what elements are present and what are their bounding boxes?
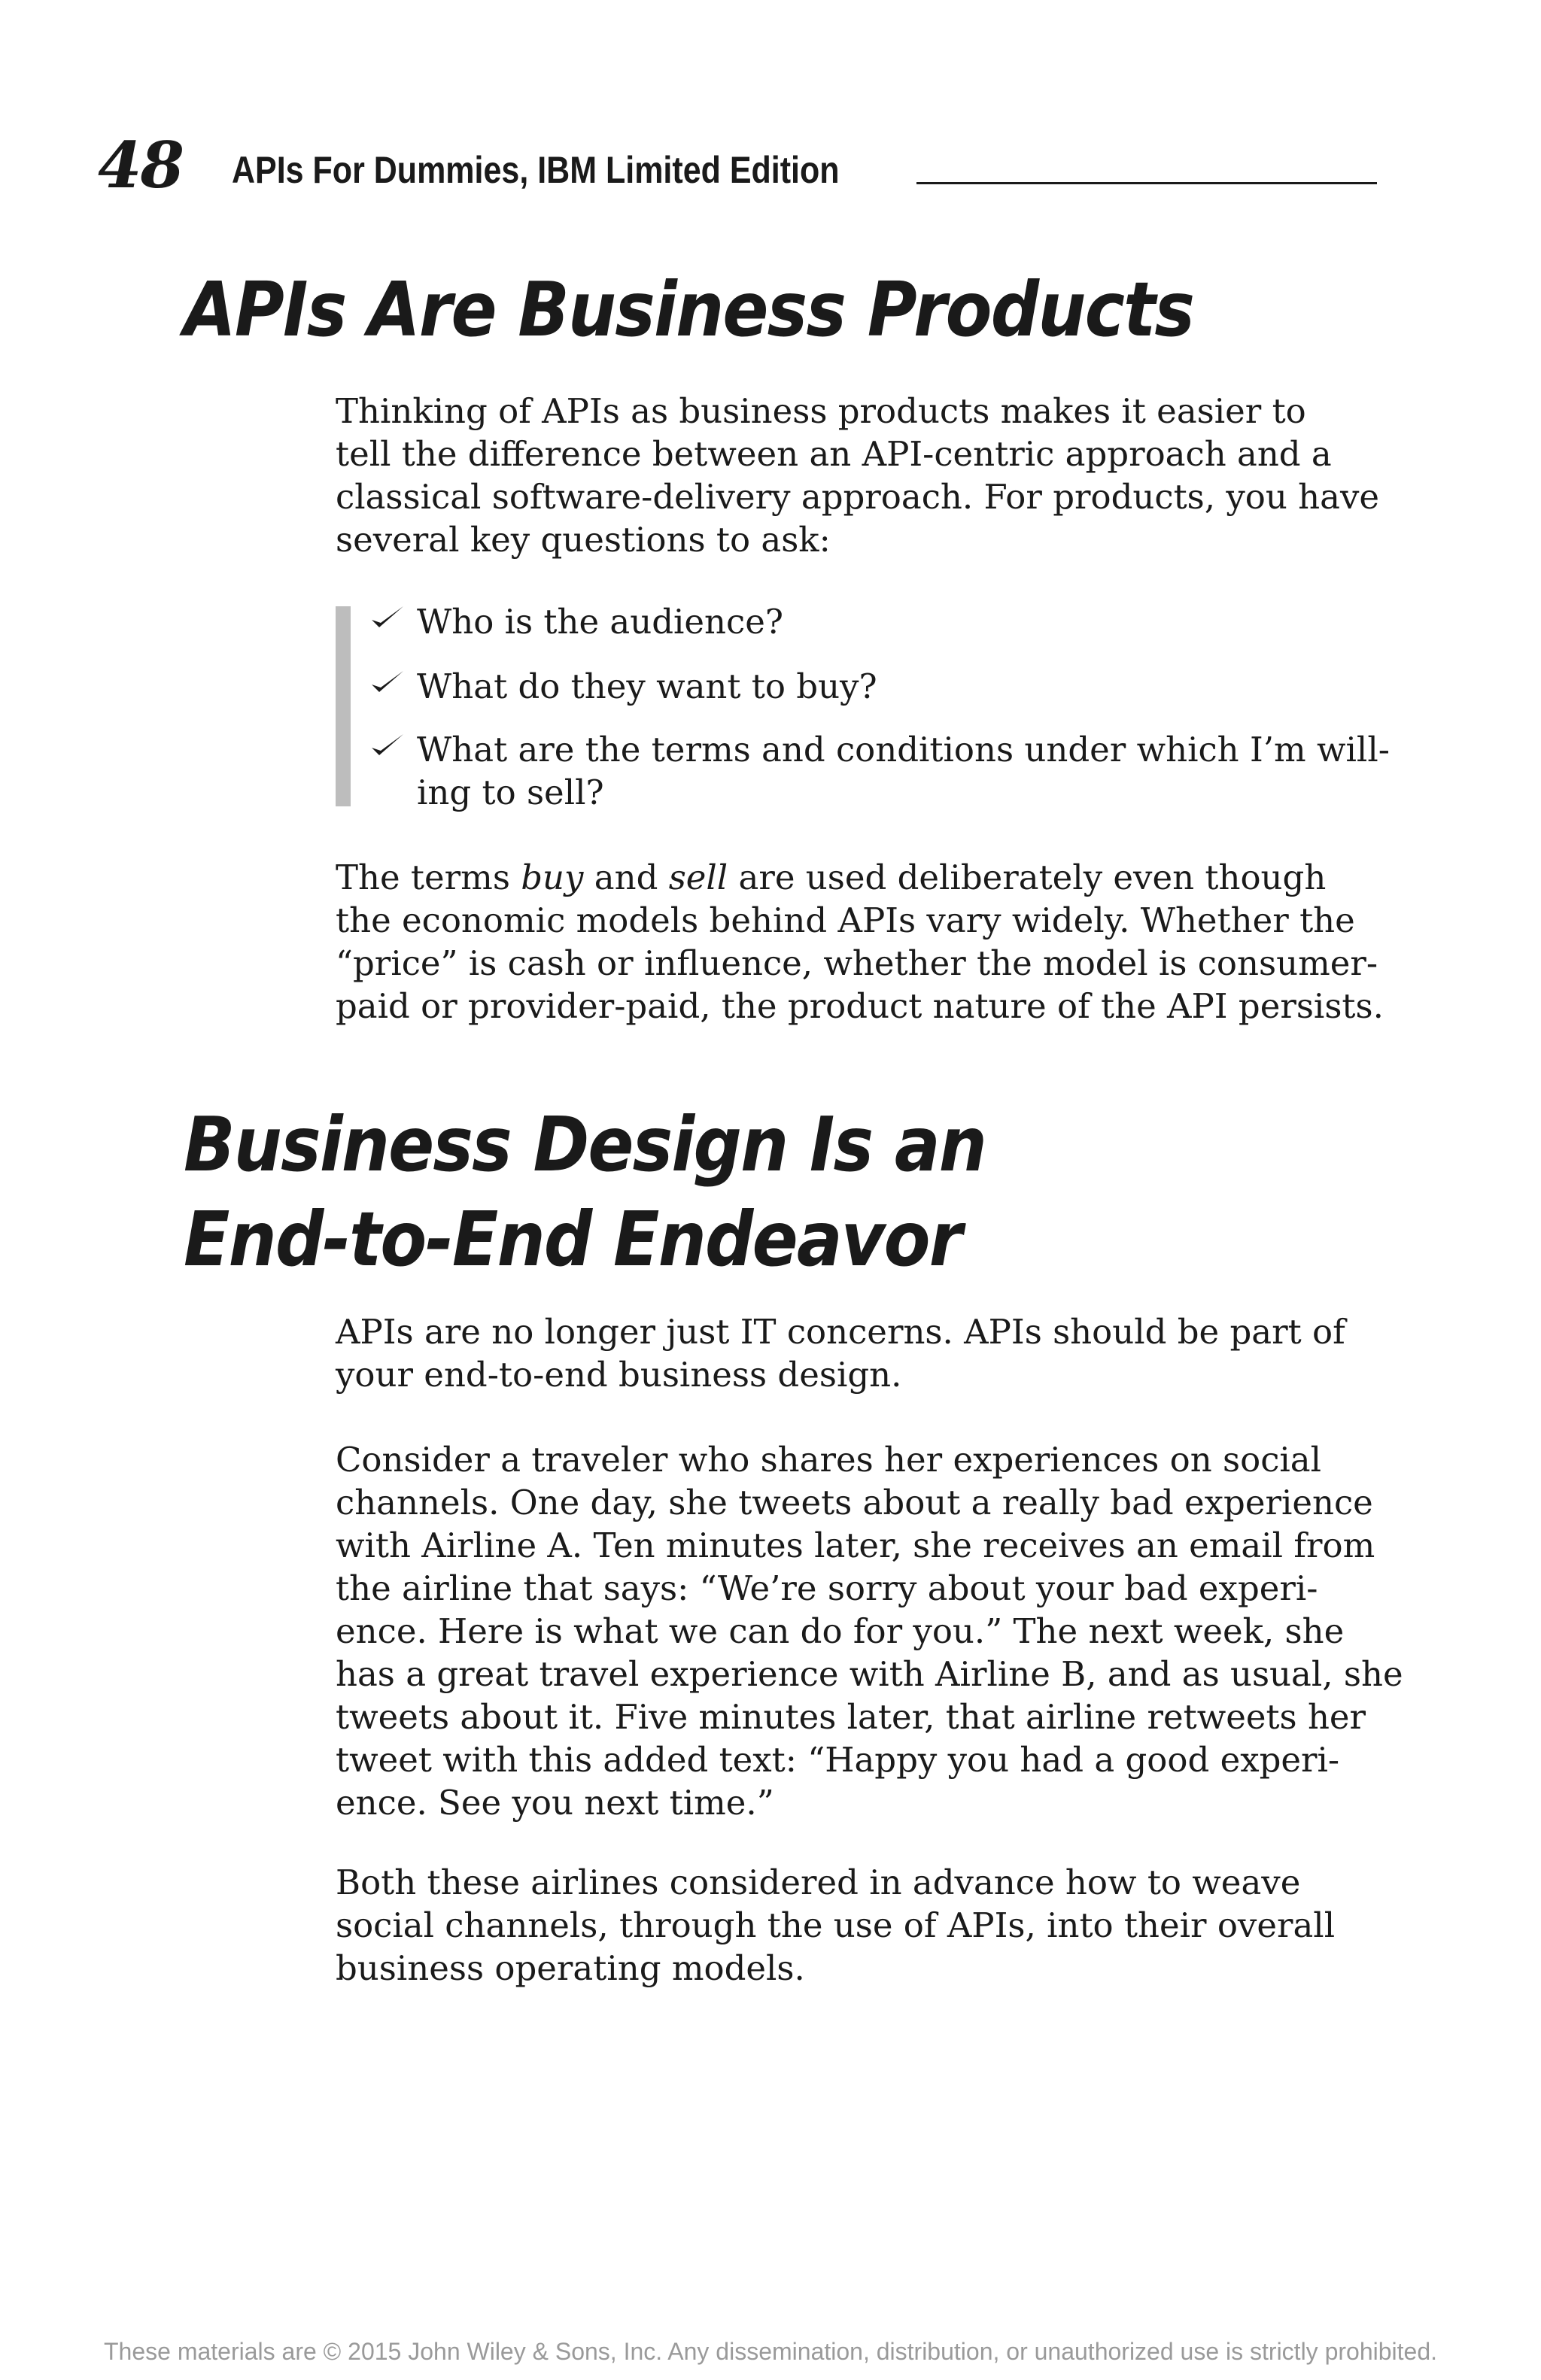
- list-item-text: What are the terms and conditions under which I’m will-: [417, 730, 1390, 770]
- check-mark-icon: [370, 728, 405, 763]
- text-line: with Airline A. Ten minutes later, she receives an email from: [336, 1525, 1375, 1565]
- text-line: has a great travel experience with Airline B, and as usual, she: [336, 1654, 1403, 1694]
- check-mark-icon: [370, 665, 405, 700]
- list-item-text: Who is the audience?: [417, 602, 784, 642]
- text-line: social channels, through the use of APIs, into their overall: [336, 1905, 1336, 1945]
- text-line: several key questions to ask:: [336, 520, 831, 560]
- traveler-paragraph: [336, 1438, 1404, 1824]
- check-mark-icon: [370, 600, 405, 635]
- emphasis-sell: sell: [668, 858, 728, 897]
- page-header: [98, 128, 1377, 202]
- text-line: The terms buy and sell are used deliberately even though: [336, 858, 1327, 897]
- list-item-text: What do they want to buy?: [417, 666, 877, 706]
- text-line: ence. Here is what we can do for you.” The next week, she: [336, 1611, 1345, 1651]
- airlines-paragraph: [336, 1861, 1404, 1990]
- text-line: ence. See you next time.”: [336, 1783, 774, 1823]
- text-line: paid or provider-paid, the product nature of the API persists.: [336, 986, 1384, 1026]
- it-concerns-paragraph: [336, 1310, 1404, 1396]
- text-line: Thinking of APIs as business products makes it easier to: [336, 391, 1306, 431]
- buy-sell-paragraph: [336, 856, 1404, 1028]
- section-heading-api-products: APIs Are Business Products: [184, 266, 1194, 354]
- text-line: Both these airlines considered in advance how to weave: [336, 1862, 1301, 1902]
- text-line: tweets about it. Five minutes later, that airline retweets her: [336, 1697, 1366, 1737]
- page-number: 48: [98, 128, 183, 202]
- text-line: tweet with this added text: “Happy you had a good experi-: [336, 1740, 1340, 1780]
- text-line: classical software-delivery approach. For products, you have: [336, 477, 1380, 517]
- text-line: APIs are no longer just IT concerns. APIs should be part of: [336, 1312, 1345, 1352]
- list-item-text: ing to sell?: [417, 773, 604, 812]
- text-line: “price” is cash or influence, whether the model is consumer-: [336, 943, 1378, 983]
- section-heading-business-design: Business Design Is an: [184, 1100, 986, 1188]
- copyright-footer: These materials are © 2015 John Wiley & Sons, Inc. Any dissemination, distribution, or unauthorized use is strictly prohibited.: [104, 2338, 1437, 2365]
- running-title: APIs For Dummies, IBM Limited Edition: [232, 149, 840, 191]
- text-line: Consider a traveler who shares her experiences on social: [336, 1440, 1322, 1480]
- text-line: business operating models.: [336, 1948, 805, 1988]
- text-line: the economic models behind APIs vary widely. Whether the: [336, 900, 1355, 940]
- text-line: the airline that says: “We’re sorry about your bad experi-: [336, 1568, 1318, 1608]
- text-line: channels. One day, she tweets about a really bad experience: [336, 1483, 1373, 1522]
- section-heading-business-design-line2: End-to-End Endeavor: [184, 1195, 962, 1283]
- bullet-list-bar: [336, 606, 351, 806]
- text-line: tell the difference between an API-centric approach and a: [336, 434, 1332, 474]
- emphasis-buy: buy: [521, 858, 584, 897]
- text-line: your end-to-end business design.: [336, 1355, 902, 1395]
- intro-paragraph: [336, 390, 1404, 561]
- header-rule: [916, 182, 1377, 184]
